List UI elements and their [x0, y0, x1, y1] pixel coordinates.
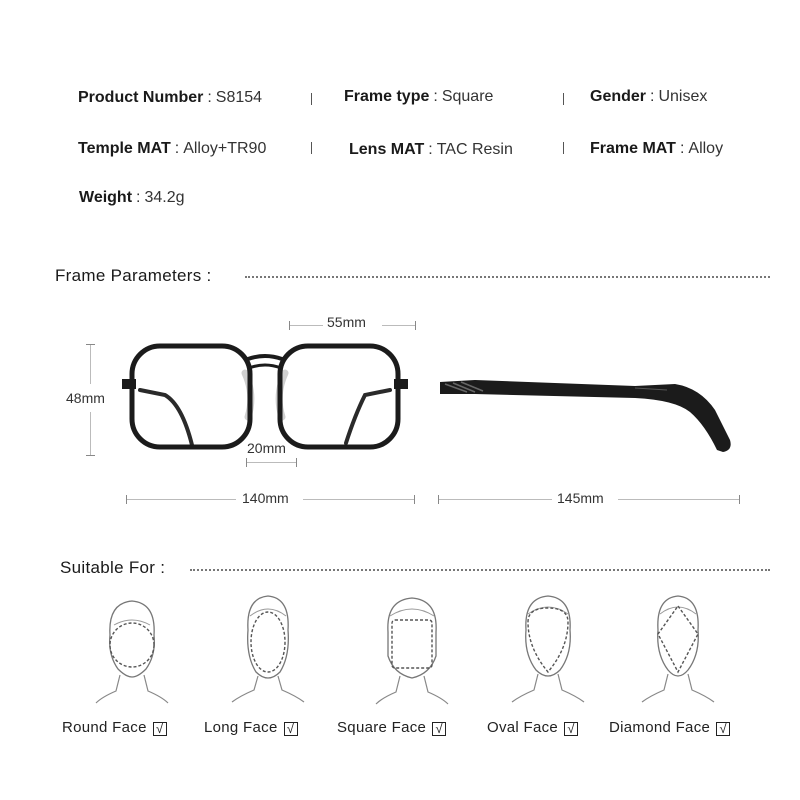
divider	[563, 142, 564, 154]
long-face-icon	[228, 592, 308, 704]
temple-length-line	[438, 499, 552, 500]
section-divider	[245, 276, 770, 278]
spec-value: S8154	[215, 89, 263, 106]
spec-key: Weight	[79, 189, 133, 206]
divider	[311, 93, 312, 105]
lens-height-label: 48mm	[66, 390, 105, 406]
checkbox-checked-icon: √	[153, 722, 167, 736]
square-face-icon	[372, 594, 452, 706]
lens-width-line	[289, 325, 323, 326]
face-label-long: Long Face √	[204, 719, 298, 736]
dimension-tick	[289, 321, 290, 330]
checkbox-checked-icon: √	[284, 722, 298, 736]
oval-face-icon	[508, 592, 588, 704]
section-divider	[190, 569, 770, 571]
divider	[311, 142, 312, 154]
suitable-for-title: Suitable For :	[60, 558, 166, 577]
spec-key: Lens MAT	[349, 141, 425, 158]
bridge-label: 20mm	[247, 440, 286, 456]
checkbox-checked-icon: √	[716, 722, 730, 736]
face-label-round: Round Face √	[62, 719, 167, 736]
glasses-front-illustration	[110, 335, 420, 460]
temple-length-line	[618, 499, 740, 500]
round-face-icon	[92, 595, 172, 705]
frame-width-label: 140mm	[242, 490, 289, 506]
divider	[563, 93, 564, 105]
spec-value: Alloy	[688, 140, 724, 157]
frame-width-line	[126, 499, 236, 500]
glasses-side-illustration	[435, 370, 745, 460]
spec-frame-type: Frame type : Square	[344, 88, 494, 105]
spec-value: TAC Resin	[436, 141, 513, 158]
lens-height-line	[90, 412, 91, 455]
spec-gender: Gender : Unisex	[590, 88, 708, 105]
spec-key: Frame type	[344, 88, 430, 105]
dimension-tick	[415, 321, 416, 330]
spec-weight: Weight : 34.2g	[79, 189, 185, 206]
checkbox-checked-icon: √	[432, 722, 446, 736]
spec-value: Square	[441, 88, 494, 105]
spec-value: 34.2g	[144, 189, 185, 206]
spec-product-number: Product Number : S8154	[78, 89, 263, 106]
spec-temple-mat: Temple MAT : Alloy+TR90	[78, 140, 267, 157]
dimension-tick	[126, 495, 127, 504]
spec-key: Frame MAT	[590, 140, 676, 157]
spec-key: Product Number	[78, 89, 204, 106]
spec-value: Alloy+TR90	[183, 140, 267, 157]
frame-width-line	[303, 499, 415, 500]
face-label-diamond: Diamond Face √	[609, 719, 730, 736]
checkbox-checked-icon: √	[564, 722, 578, 736]
spec-key: Gender	[590, 88, 647, 105]
lens-width-label: 55mm	[327, 314, 366, 330]
spec-key: Temple MAT	[78, 140, 171, 157]
lens-height-line	[90, 344, 91, 384]
dimension-tick	[414, 495, 415, 504]
temple-length-label: 145mm	[557, 490, 604, 506]
bridge-line	[246, 462, 297, 463]
spec-frame-mat: Frame MAT : Alloy	[590, 140, 724, 157]
spec-value: Unisex	[658, 88, 708, 105]
face-label-oval: Oval Face √	[487, 719, 578, 736]
frame-parameters-title: Frame Parameters :	[55, 266, 212, 285]
lens-width-line	[382, 325, 416, 326]
diamond-face-icon	[638, 592, 718, 704]
dimension-tick	[86, 455, 95, 456]
dimension-tick	[438, 495, 439, 504]
dimension-tick	[739, 495, 740, 504]
face-label-square: Square Face √	[337, 719, 446, 736]
spec-lens-mat: Lens MAT : TAC Resin	[349, 141, 513, 158]
dimension-tick	[86, 344, 95, 345]
